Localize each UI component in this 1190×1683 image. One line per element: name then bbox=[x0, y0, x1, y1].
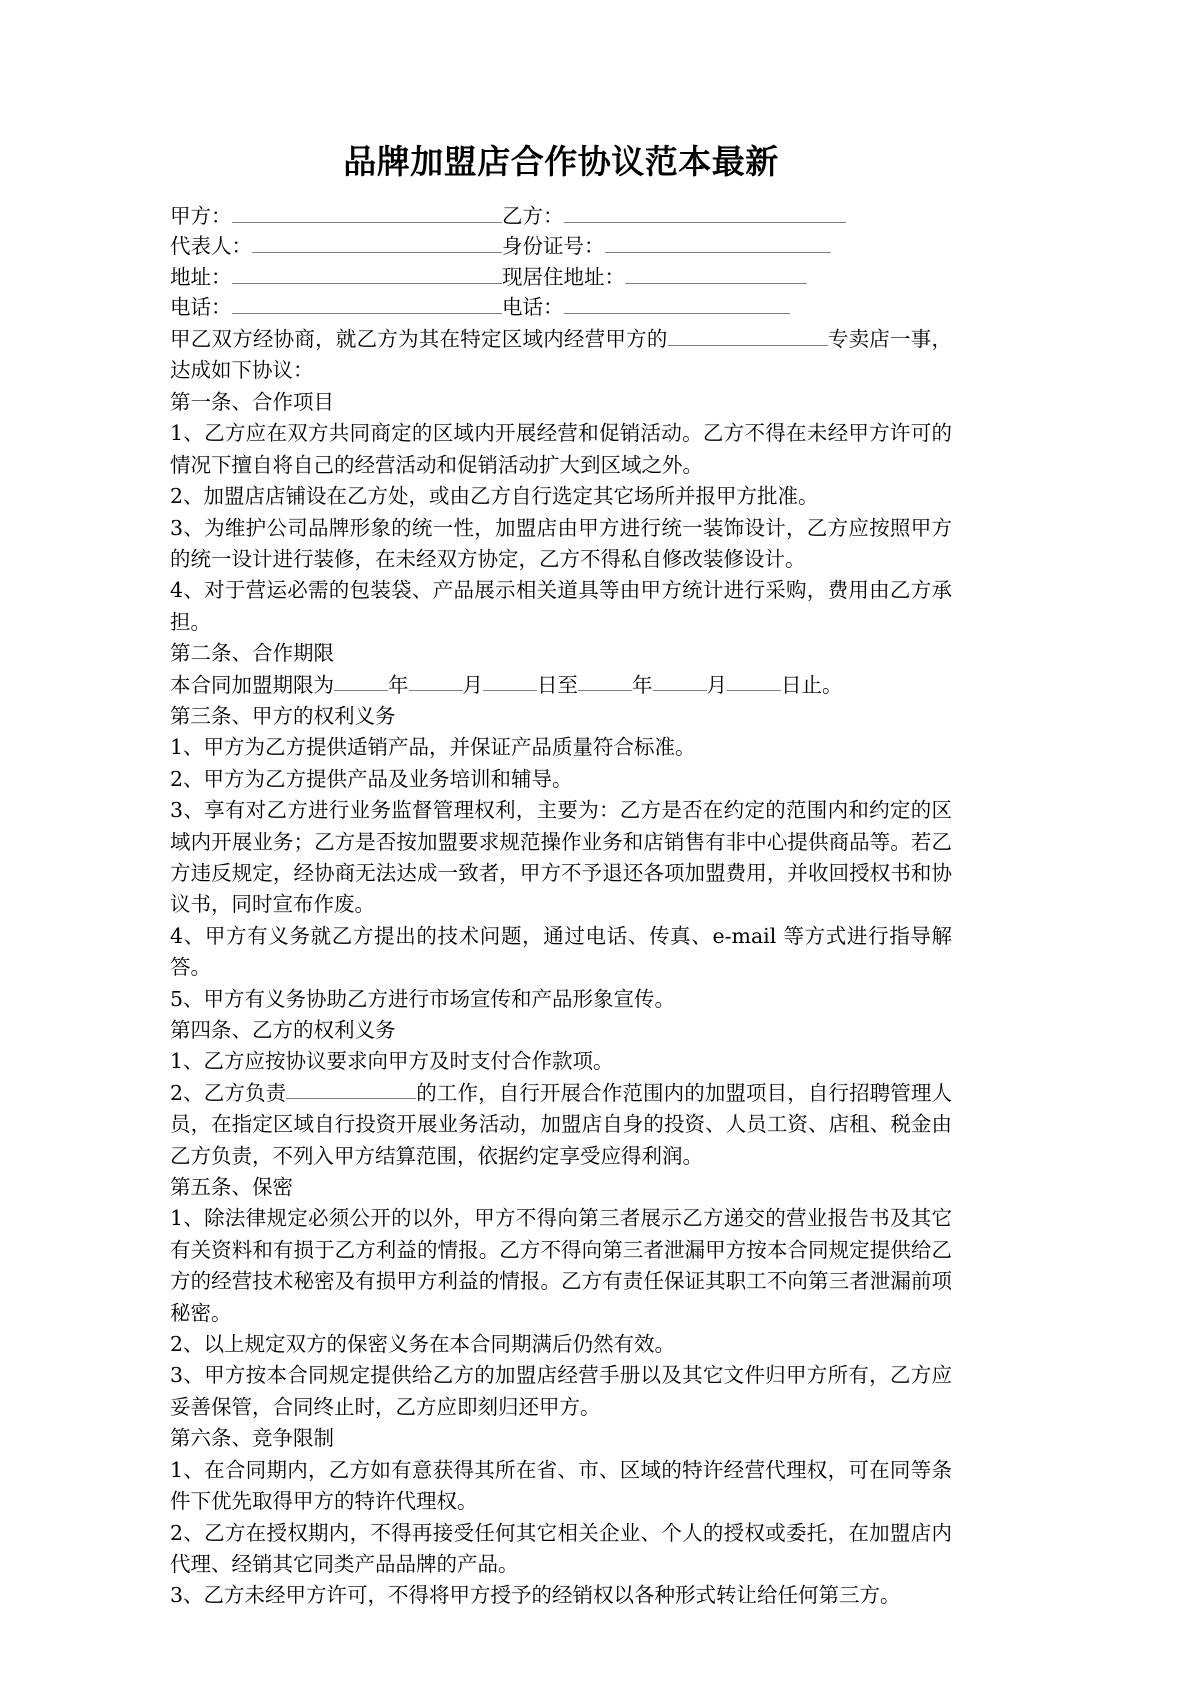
party-input-yifang[interactable] bbox=[564, 200, 846, 223]
article-5-item-2: 2、以上规定双方的保密义务在本合同期满后仍然有效。 bbox=[170, 1332, 676, 1357]
article-1-item-4: 4、对于营运必需的包装袋、产品展示相关道具等由甲方统计进行采购，费用由乙方承担。 bbox=[170, 578, 952, 634]
party-field-representative[interactable] bbox=[170, 231, 502, 262]
party-field-address[interactable] bbox=[170, 261, 502, 292]
article-4-blank-duty[interactable] bbox=[286, 1078, 416, 1100]
article-5-item-1: 1、除法律规定必须公开的以外，甲方不得向第三者展示乙方递交的营业报告书及其它有关资料和有损于乙方利益的情报。乙方不得向第三者泄漏甲方按本合同规定提供给乙方的经营技术秘密及有损甲方利益的情报。乙方有责任保证其职工不向第三者泄漏前项秘密。 bbox=[170, 1206, 952, 1325]
term-unit-month-start: 月 bbox=[462, 672, 483, 697]
party-row-3 bbox=[170, 261, 952, 292]
party-field-phone-a[interactable] bbox=[170, 292, 502, 323]
article-3-item-2: 2、甲方为乙方提供产品及业务培训和辅导。 bbox=[170, 766, 573, 791]
party-row-2 bbox=[170, 231, 952, 262]
party-input-representative[interactable] bbox=[252, 231, 502, 254]
term-blank-month-start[interactable] bbox=[409, 670, 463, 692]
article-4-item-1: 1、乙方应按协议要求向甲方及时支付合作款项。 bbox=[170, 1049, 614, 1074]
party-label-phone-a: 电话： bbox=[170, 295, 232, 320]
term-blank-year-start[interactable] bbox=[334, 670, 388, 692]
preamble-text-1: 甲乙双方经协商，就乙方为其在特定区域内经营甲方的 bbox=[170, 327, 668, 352]
party-field-current-address[interactable] bbox=[502, 261, 807, 292]
article-heading-2: 第二条、合作期限 bbox=[170, 641, 334, 666]
party-input-phone-b[interactable] bbox=[564, 292, 790, 315]
term-unit-month-end: 月 bbox=[706, 672, 727, 697]
party-input-address[interactable] bbox=[232, 261, 503, 284]
article-2-term-line bbox=[170, 670, 952, 701]
term-blank-month-end[interactable] bbox=[653, 670, 707, 692]
term-prefix: 本合同加盟期限为 bbox=[170, 672, 334, 697]
term-unit-year-end: 年 bbox=[632, 672, 653, 697]
party-label-address: 地址： bbox=[170, 264, 232, 289]
term-unit-day-start: 日至 bbox=[537, 672, 578, 697]
party-label-jiafang: 甲方： bbox=[170, 203, 232, 228]
article-1-item-1: 1、乙方应在双方共同商定的区域内开展经营和促销活动。乙方不得在未经甲方许可的情况下擅自将自己的经营活动和促销活动扩大到区域之外。 bbox=[170, 421, 952, 477]
article-heading-4: 第四条、乙方的权利义务 bbox=[170, 1018, 396, 1042]
term-unit-year-start: 年 bbox=[388, 672, 409, 697]
article-1-item-3: 3、为维护公司品牌形象的统一性，加盟店由甲方进行统一装饰设计，乙方应按照甲方的统一设计进行装修，在未经双方协定，乙方不得私自修改装修设计。 bbox=[170, 515, 952, 571]
party-field-yifang[interactable] bbox=[502, 200, 846, 231]
article-4-item-2 bbox=[170, 1078, 952, 1172]
party-input-id-number[interactable] bbox=[605, 231, 831, 254]
preamble-text-2: 专卖店一事，达成如下协议： bbox=[170, 327, 953, 383]
article-6-item-3: 3、乙方未经甲方许可，不得将甲方授予的经销权以各种形式转让给任何第三方。 bbox=[170, 1583, 901, 1608]
article-5-item-3: 3、甲方按本合同规定提供给乙方的加盟店经营手册以及其它文件归甲方所有，乙方应妥善保管，合同终止时，乙方应即刻归还甲方。 bbox=[170, 1363, 952, 1419]
article-4-item-2-prefix: 2、乙方负责 bbox=[170, 1080, 287, 1105]
party-label-id-number: 身份证号： bbox=[502, 234, 605, 259]
preamble-paragraph bbox=[170, 324, 952, 387]
party-row-1 bbox=[170, 200, 952, 231]
party-row-4 bbox=[170, 292, 952, 323]
party-label-yifang: 乙方： bbox=[502, 203, 564, 228]
party-label-current-address: 现居住地址： bbox=[502, 264, 625, 289]
party-input-jiafang[interactable] bbox=[232, 200, 503, 223]
article-4-item-2-suffix: 的工作，自行开展合作范围内的加盟项目，自行招聘管理人员，在指定区域自行投资开展业务活动，加盟店自身的投资、人员工资、店租、税金由乙方负责，不列入甲方结算范围，依据约定享受应得利润。 bbox=[170, 1080, 953, 1168]
article-1-item-2: 2、加盟店店铺设在乙方处，或由乙方自行选定其它场所并报甲方批准。 bbox=[170, 484, 819, 509]
article-3-item-1: 1、甲方为乙方提供适销产品，并保证产品质量符合标准。 bbox=[170, 735, 696, 760]
party-input-phone-a[interactable] bbox=[232, 292, 503, 315]
party-field-id-number[interactable] bbox=[502, 231, 831, 262]
article-heading-6: 第六条、竞争限制 bbox=[170, 1426, 334, 1451]
article-3-item-3: 3、享有对乙方进行业务监督管理权利，主要为：乙方是否在约定的范围内和约定的区域内开展业务；乙方是否按加盟要求规范操作业务和店销售有非中心提供商品等。若乙方违反规定，经协商无法达成一致者，甲方不予退还各项加盟费用，并收回授权书和协议书，同时宣布作废。 bbox=[170, 798, 952, 917]
party-field-phone-b[interactable] bbox=[502, 292, 790, 323]
party-input-current-address[interactable] bbox=[625, 261, 807, 284]
page-title: 品牌加盟店合作协议范本最新 bbox=[343, 142, 779, 181]
article-heading-5: 第五条、保密 bbox=[170, 1175, 293, 1200]
article-heading-1: 第一条、合作项目 bbox=[170, 389, 334, 414]
term-blank-year-end[interactable] bbox=[578, 670, 632, 692]
article-6-item-1: 1、在合同期内，乙方如有意获得其所在省、市、区域的特许经营代理权，可在同等条件下优先取得甲方的特许代理权。 bbox=[170, 1457, 952, 1514]
article-3-item-5: 5、甲方有义务协助乙方进行市场宣传和产品形象宣传。 bbox=[170, 986, 676, 1011]
article-heading-3: 第三条、甲方的权利义务 bbox=[170, 703, 396, 728]
party-info-block bbox=[170, 200, 952, 322]
term-blank-day-end[interactable] bbox=[727, 670, 781, 692]
party-field-jiafang[interactable] bbox=[170, 200, 502, 231]
article-3-item-4: 4、甲方有义务就乙方提出的技术问题，通过电话、传真、e-mail 等方式进行指导解答。 bbox=[170, 923, 952, 980]
term-blank-day-start[interactable] bbox=[483, 670, 537, 692]
term-suffix: 日止。 bbox=[781, 672, 843, 697]
party-label-phone-b: 电话： bbox=[502, 295, 564, 320]
article-6-item-2: 2、乙方在授权期内，不得再接受任何其它相关企业、个人的授权或委托，在加盟店内代理、经销其它同类产品品牌的产品。 bbox=[170, 1520, 952, 1576]
party-label-representative: 代表人： bbox=[170, 234, 252, 259]
document-body bbox=[170, 140, 952, 1612]
preamble-blank-brand[interactable] bbox=[668, 324, 828, 346]
